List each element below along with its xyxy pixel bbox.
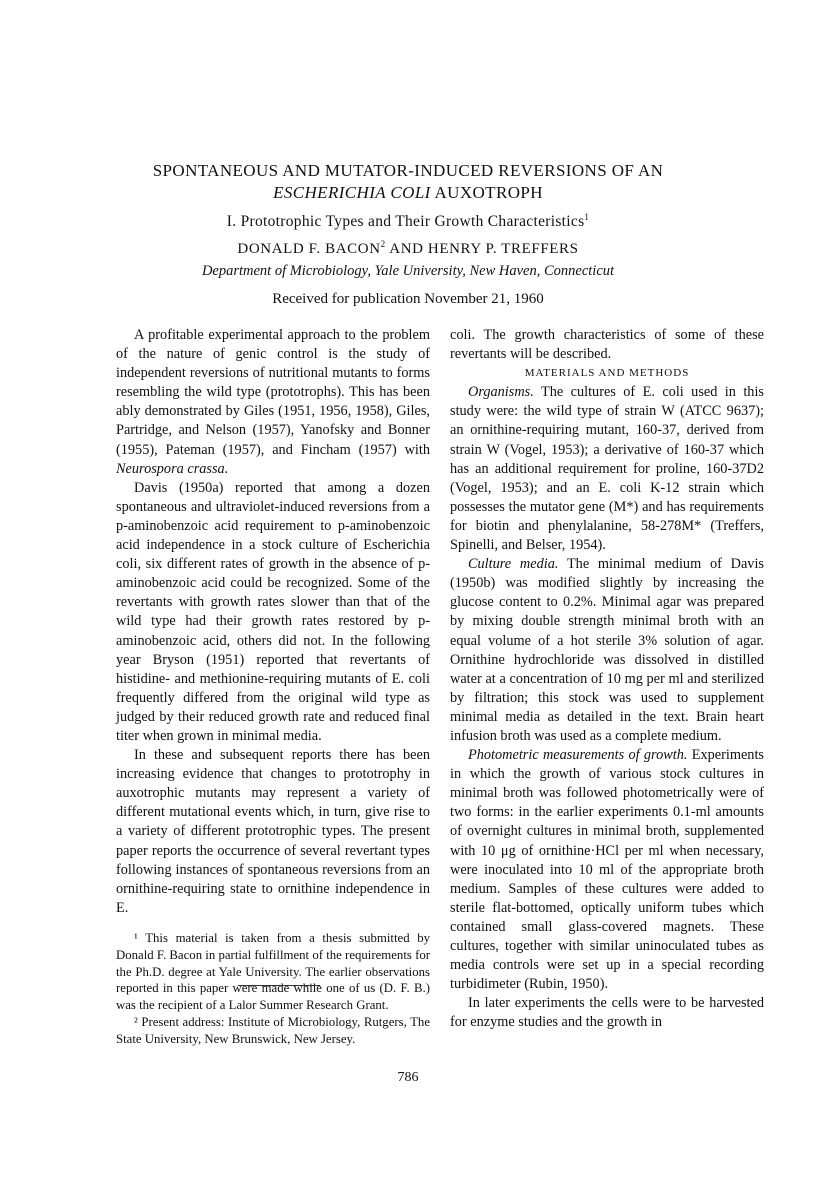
- subtitle-text: I. Prototrophic Types and Their Growth Characteristics: [226, 213, 585, 231]
- page-number: 786: [397, 1070, 419, 1085]
- photometric-text: Experiments in which the growth of various stock cultures in minimal broth was followed photometrically were of two forms: in the earlier experiments 0.1-ml amounts of overnight cultures in minimal broth, supplemented with 10 μg of ornithine·HCl per ml when necessary, were inoculated into 10 ml of the appropriate broth medium. Samples of these cultures were added to sterile flat-bottomed, optically uniform tubes which contained small glass-covered magnets. These cultures, together with similar uninoculated tubes as media controls were set up in a special recording turbidimeter (Rubin, 1950).: [450, 747, 764, 993]
- left-column: [116, 326, 430, 1047]
- culture-media-text: The minimal medium of Davis (1950b) was modified slightly by increasing the glucose content to 0.2%. Minimal agar was prepared by mixing double strength minimal broth with an equal volume of a hot sterile 3% solution of agar. Ornithine hydrochloride was dissolved in distilled water at a concentration of 10 mg per ml and sterilized by filtration; this stock was used to supplement minimal media as detailed in the text. Brain heart infusion broth was used as a complete medium.: [450, 556, 764, 744]
- culture-media-paragraph: [450, 555, 764, 746]
- intro-paragraph-1-organism: Neurospora crassa.: [116, 460, 229, 477]
- subtitle: [0, 212, 816, 231]
- intro-paragraph-1-text: A profitable experimental approach to the problem of the nature of genic control is the study of independent reversions of nutritional mutants to forms resembling the wild type (prototrophs). This has been ably demonstrated by Giles (1951, 1956, 1958), Giles, Partridge, and Nelson (1957), Yanofsky and Bonner (1955), Pateman (1957), and Fincham (1957) with: [116, 327, 430, 458]
- authors: [0, 239, 816, 258]
- intro-paragraph-2: Davis (1950a) reported that among a dozen spontaneous and ultraviolet-induced reversions from a p-aminobenzoic acid requirement to p-aminobenzoic acid independence in a stock culture of Escherichia coli, six different rates of growth in the absence of p-aminobenzoic acid could be recognized. Some of the revertants with growth rates slower than that of the wild type had their growth rates restored by p-aminobenzoic acid, others did not. In the following year Bryson (1951) reported that revertants of histidine- and methionine-requiring mutants of E. coli frequently differed from the original wild type as judged by their reduced growth rate and reduced final titer when grown in minimal media.: [116, 479, 430, 744]
- photometric-paragraph: [450, 746, 764, 994]
- intro-continuation: coli. The growth characteristics of some of these revertants will be described.: [450, 327, 764, 363]
- authors-conjunction: AND: [385, 241, 428, 257]
- organisms-text: The cultures of E. coli used in this study were: the wild type of strain W (ATCC 9637); an ornithine-requiring mutant, 160-37, derived from strain W (Vogel, 1953); a derivative of 160-37 which has an additional requirement for proline, 160-37D2 (Vogel, 1953); and an E. coli K-12 strain which possesses the mutator gene (M*) and has requirements for biotin and phenylalanine, 58-278M* (Treffers, Spinelli, and Belser, 1954).: [450, 384, 764, 554]
- title-line-1: SPONTANEOUS AND MUTATOR-INDUCED REVERSIONS OF AN: [152, 161, 664, 180]
- later-experiments-paragraph: In later experiments the cells were to be harvested for enzyme studies and the growth in: [450, 995, 764, 1031]
- culture-media-label: Culture media.: [468, 556, 559, 573]
- right-column: [450, 326, 764, 1032]
- affiliation: Department of Microbiology, Yale University, New Haven, Connecticut: [201, 263, 615, 279]
- intro-paragraph-3: In these and subsequent reports there has been increasing evidence that changes to prototrophy in auxotrophic mutants may represent a variety of different mutational events which, in turn, give rise to a variety of different prototrophic types. The present paper reports the occurrence of several revertant types following instances of spontaneous reversions from an ornithine-requiring state to ornithine independence in E.: [116, 747, 430, 916]
- footnote-2: ² Present address: Institute of Microbiology, Rutgers, The State University, New Brunswick, New Jersey.: [116, 1014, 430, 1046]
- subtitle-footnote-mark: 1: [584, 212, 590, 222]
- title-organism: ESCHERICHIA COLI: [273, 183, 431, 202]
- section-heading: MATERIALS AND METHODS: [524, 367, 690, 380]
- intro-paragraph-1: [116, 326, 430, 479]
- title-line-2-rest: AUXOTROPH: [430, 183, 543, 202]
- author-2: HENRY P. TREFFERS: [427, 241, 579, 257]
- author-1-footnote-mark: 2: [380, 239, 386, 249]
- author-1: DONALD F. BACON: [237, 241, 381, 257]
- title-line-2: [0, 182, 816, 204]
- photometric-label: Photometric measurements of growth.: [468, 747, 688, 764]
- footnote-1: ¹ This material is taken from a thesis submitted by Donald F. Bacon in partial fulfillment of the requirements for the Ph.D. degree at Yale University. The earlier observations reported in this paper were made while one of us (D. F. B.) was the recipient of a Lalor Summer Research Grant.: [116, 930, 430, 1013]
- footnote-rule: [238, 985, 320, 986]
- received-date: Received for publication November 21, 1960: [272, 291, 544, 307]
- organisms-paragraph: [450, 383, 764, 555]
- organisms-label: Organisms.: [468, 384, 534, 401]
